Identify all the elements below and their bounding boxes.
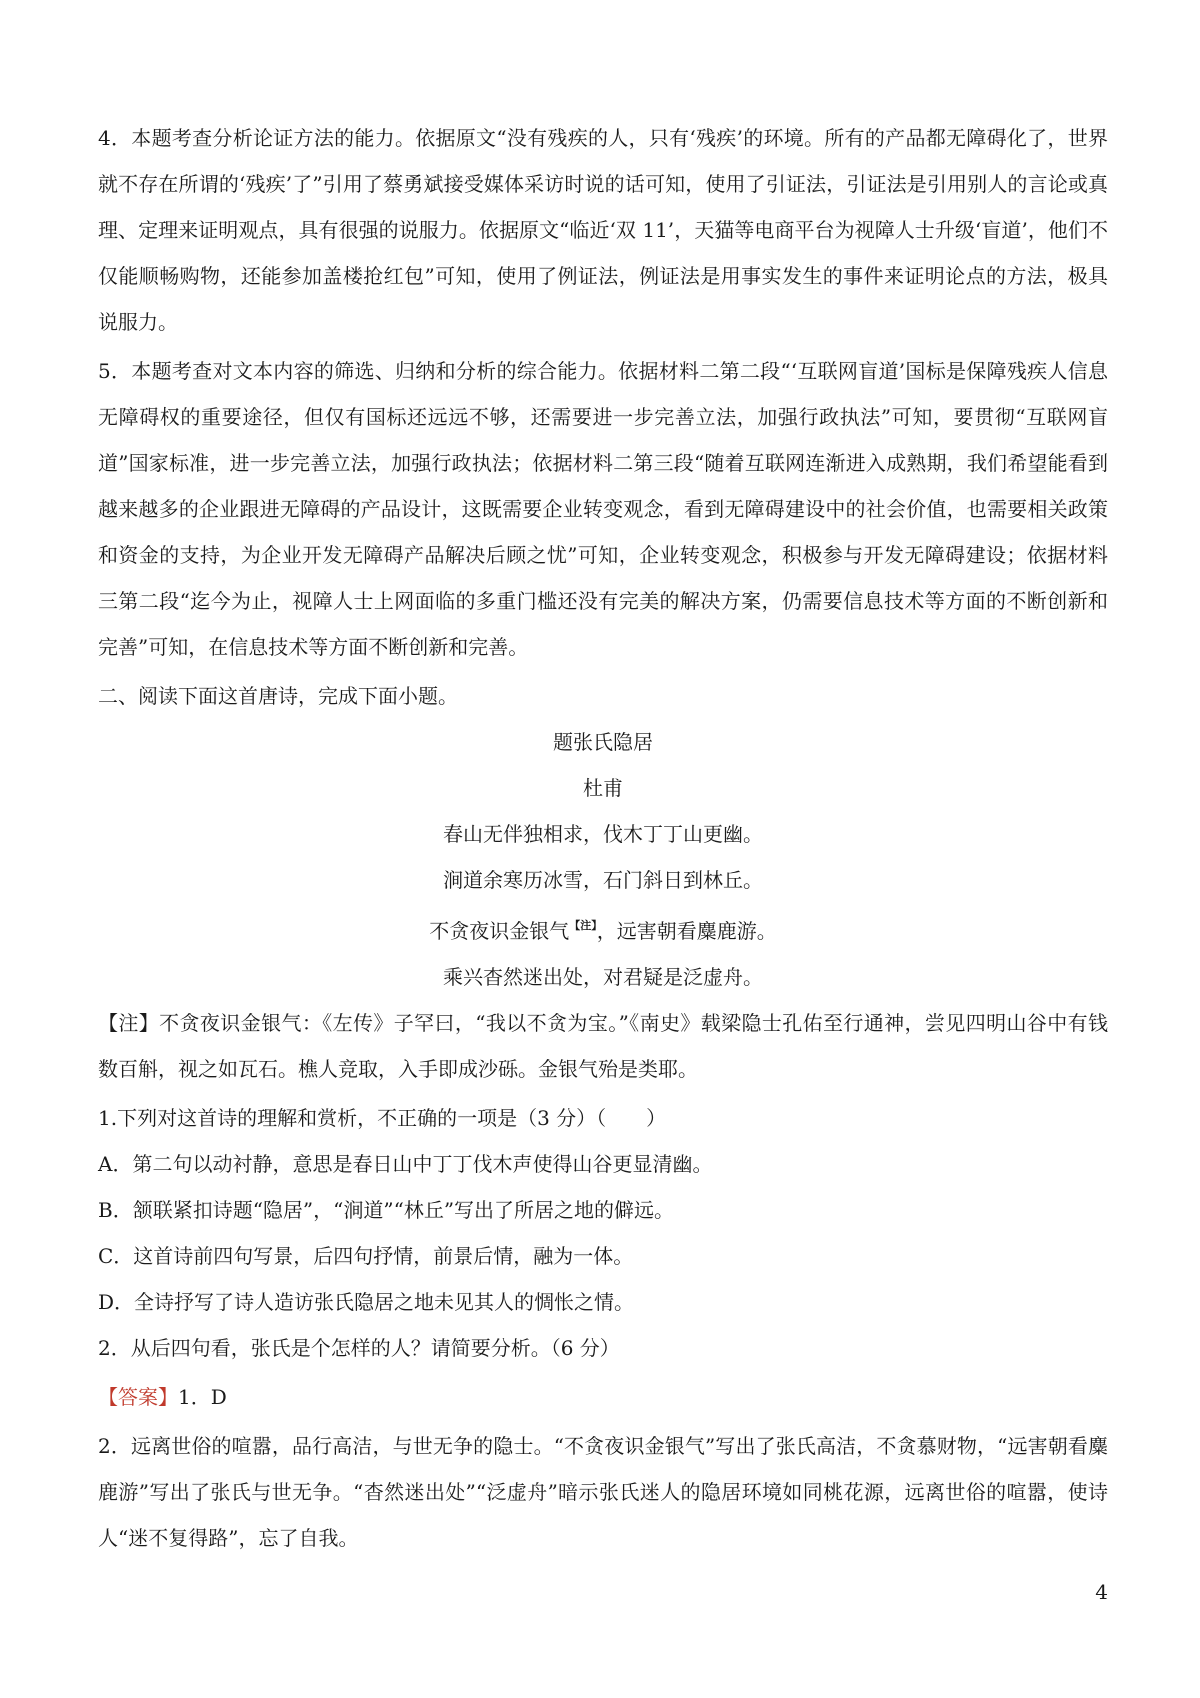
poem-line-3-second: ，远害朝看麋鹿游。 (596, 919, 777, 943)
poem-note-marker: 【注】 (569, 919, 597, 932)
q4-analysis: 4．本题考查分析论证方法的能力。依据原文“没有残疾的人，只有‘残疾’的环境。所有的产品都无障碍化了，世界就不存在所谓的‘残疾’了”引用了蔡勇斌接受媒体采访时说的话可知，使用了引证法，引证法是引用别人的言论或真理、定理来证明观点，具有很强的说服力。依据原文“临近‘双 11’，天猫等电商平台为视障人士升级‘盲道’，他们不仅能顺畅购物，还能参加盖楼抢红包”可知，使用了例证法，例证法是用事实发生的事件来证明论点的方法，极具说服力。 (98, 126, 1108, 334)
poem-line-3 (98, 903, 1108, 954)
answer-tag: 【答案】 (98, 1385, 178, 1409)
poem-line-1: 春山无伴独相求，伐木丁丁山更幽。 (443, 822, 763, 846)
answer-2: 2．远离世俗的喧嚣，品行高洁，与世无争的隐士。“不贪夜识金银气”写出了张氏高洁，不贪慕财物，“远害朝看麋鹿游”写出了张氏与世无争。“杳然迷出处”“泛虚舟”暗示张氏迷人的隐居环境如同桃花源，远离世俗的喧嚣，使诗人“迷不复得路”，忘了自我。 (98, 1434, 1108, 1550)
section2-heading: 二、阅读下面这首唐诗，完成下面小题。 (98, 684, 458, 708)
poem-line-2: 涧道余寒历冰雪，石门斜日到林丘。 (443, 868, 763, 892)
answer-1-text: 1．D (178, 1385, 227, 1409)
poem-note (98, 1000, 1108, 1092)
option-a: A．第二句以动衬静，意思是春日山中丁丁伐木声使得山谷更显清幽。 (98, 1152, 713, 1176)
note-text: 不贪夜识金银气：《左传》子罕曰，“我以不贪为宝。”《南史》载梁隐士孔佑至行通神，尝见四明山谷中有钱数百斛，视之如瓦石。樵人竞取，入手即成沙砾。金银气殆是类耶。 (98, 1011, 1109, 1081)
question-1 (98, 1095, 1108, 1371)
page-number: 4 (1095, 1580, 1108, 1604)
poem (98, 719, 1108, 1000)
answer-1 (98, 1374, 1108, 1420)
poem-author: 杜甫 (583, 776, 623, 800)
question-2-stem: 2．从后四句看，张氏是个怎样的人？请简要分析。（6 分） (98, 1336, 620, 1360)
option-c: C．这首诗前四句写景，后四句抒情，前景后情，融为一体。 (98, 1244, 634, 1268)
q5-analysis: 5．本题考查对文本内容的筛选、归纳和分析的综合能力。依据材料二第二段“‘互联网盲道’国标是保障残疾人信息无障碍权的重要途径，但仅有国标还远远不够，还需要进一步完善立法，加强行政执法”可知，要贯彻“互联网盲道”国家标准，进一步完善立法，加强行政执法；依据材料二第三段“随着互联网连渐进入成熟期，我们希望能看到越来越多的企业跟进无障碍的产品设计，这既需要企业转变观念，看到无障碍建设中的社会价值，也需要相关政策和资金的支持，为企业开发无障碍产品解决后顾之忧”可知，企业转变观念，积极参与开发无障碍建设；依据材料三第二段“迄今为止，视障人士上网面临的多重门槛还没有完美的解决方案，仍需要信息技术等方面的不断创新和完善”可知，在信息技术等方面不断创新和完善。 (98, 359, 1108, 659)
question-1-stem: 1.下列对这首诗的理解和赏析，不正确的一项是（3 分）（ ） (98, 1106, 667, 1130)
option-b: B．颔联紧扣诗题“隐居”，“涧道”“林丘”写出了所居之地的僻远。 (98, 1198, 675, 1222)
option-d: D．全诗抒写了诗人造访张氏隐居之地未见其人的惆怅之情。 (98, 1290, 635, 1314)
note-marker: 【注】 (98, 1011, 160, 1035)
poem-line-4: 乘兴杳然迷出处，对君疑是泛虚舟。 (443, 965, 763, 989)
poem-line-3-first: 不贪夜识金银气 (429, 919, 570, 943)
page-content (98, 115, 1108, 1561)
poem-title: 题张氏隐居 (553, 730, 653, 754)
